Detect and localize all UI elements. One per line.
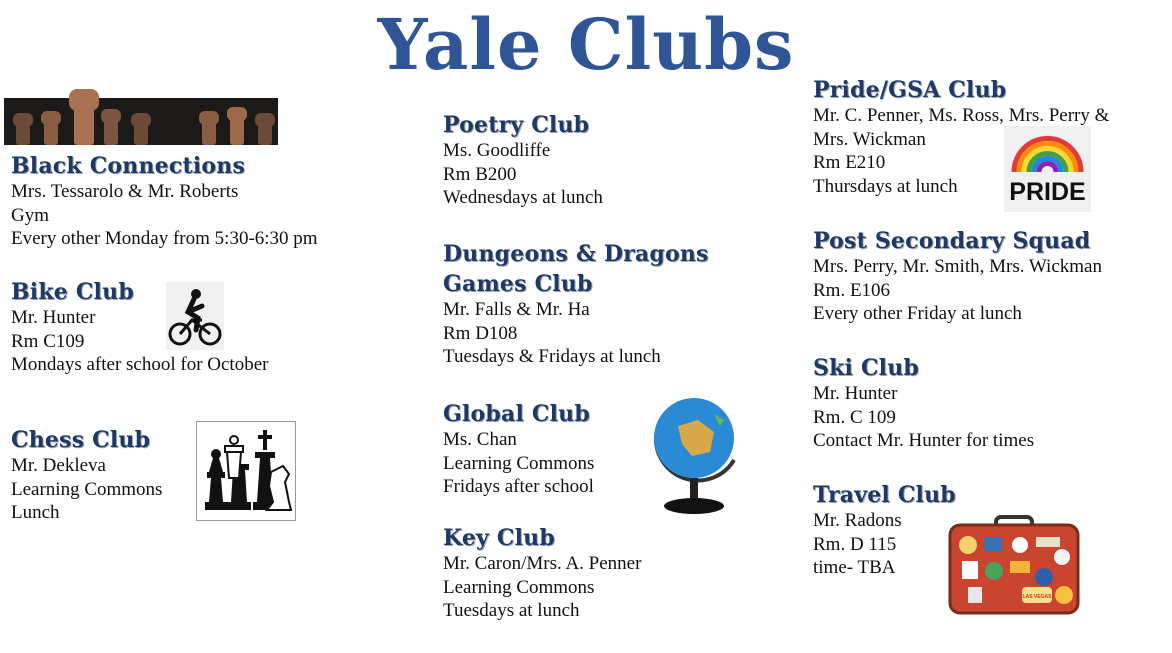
club-name: Ski Club [813,355,919,381]
club-leader: Ms. Goodliffe [443,140,551,161]
club-name: Poetry Club [443,112,590,138]
club-dungeons-dragons [443,240,709,369]
club-room: Rm D108 [443,322,518,344]
sticker-text: LAS VEGAS [1022,594,1052,600]
club-black-connections [11,152,318,251]
club-name: Travel Club [813,482,956,508]
club-time: Thursdays at lunch [813,175,958,197]
club-time: Lunch [11,502,60,523]
club-time: time- TBA [813,557,896,578]
club-room: Rm C109 [11,330,85,352]
club-time: Tuesdays & Fridays at lunch [443,346,661,367]
club-name: Post Secondary Squad [813,228,1091,254]
club-key [443,524,641,623]
club-name: Global Club [443,401,590,427]
pride-rainbow-badge [1004,126,1091,212]
club-name: Bike Club [11,279,134,305]
club-name: Pride/GSA Club [813,77,1007,103]
club-leader: Mr. Dekleva [11,455,106,476]
suitcase-icon [948,515,1080,615]
club-name: Black Connections [11,153,246,179]
club-room: Rm B200 [443,163,517,185]
club-room: Learning Commons [443,452,595,474]
club-leader: Mrs. Perry, Mr. Smith, Mrs. Wickman [813,256,1102,277]
club-time: Fridays after school [443,476,594,497]
club-bike [11,278,268,377]
club-leader-continued: Mrs. Wickman [813,128,926,150]
club-ski [813,354,1034,453]
globe-icon [648,386,744,518]
club-leader: Mr. Radons [813,510,902,531]
club-time: Every other Monday from 5:30-6:30 pm [11,228,318,249]
club-poetry [443,111,603,210]
club-room: Gym [11,204,49,226]
raised-fists-banner-image [4,85,278,145]
club-name: Key Club [443,525,555,551]
club-name: Chess Club [11,427,151,453]
cyclist-icon [166,282,224,350]
club-leader: Mrs. Tessarolo & Mr. Roberts [11,181,239,202]
club-global [443,400,594,499]
club-time: Every other Friday at lunch [813,303,1022,324]
club-post-secondary [813,227,1102,326]
club-time: Contact Mr. Hunter for times [813,430,1035,451]
club-room: Learning Commons [11,478,163,500]
club-room: Rm. E106 [813,279,891,301]
club-room: Rm E210 [813,152,886,173]
club-leader: Mr. Caron/Mrs. A. Penner [443,553,642,574]
club-time: Wednesdays at lunch [443,187,603,208]
club-room: Rm. D 115 [813,533,897,555]
page-title: Yale Clubs [377,3,795,86]
club-leader: Mr. Hunter [11,307,96,328]
club-travel [813,481,956,580]
chess-pieces-icon [196,421,296,521]
pride-badge-text: PRIDE [1009,178,1086,206]
club-name-line2: Games Club [443,271,593,297]
club-leader: Ms. Chan [443,429,517,450]
club-room: Learning Commons [443,576,595,598]
club-room: Rm. C 109 [813,406,896,428]
club-time: Tuesdays at lunch [443,600,580,621]
club-leader: Mr. Falls & Mr. Ha [443,299,590,320]
club-leader: Mr. C. Penner, Ms. Ross, Mrs. Perry & [813,105,1110,126]
club-chess [11,426,162,525]
club-leader: Mr. Hunter [813,383,898,404]
club-name-line1: Dungeons & Dragons [443,241,709,267]
club-time: Mondays after school for October [11,354,269,375]
